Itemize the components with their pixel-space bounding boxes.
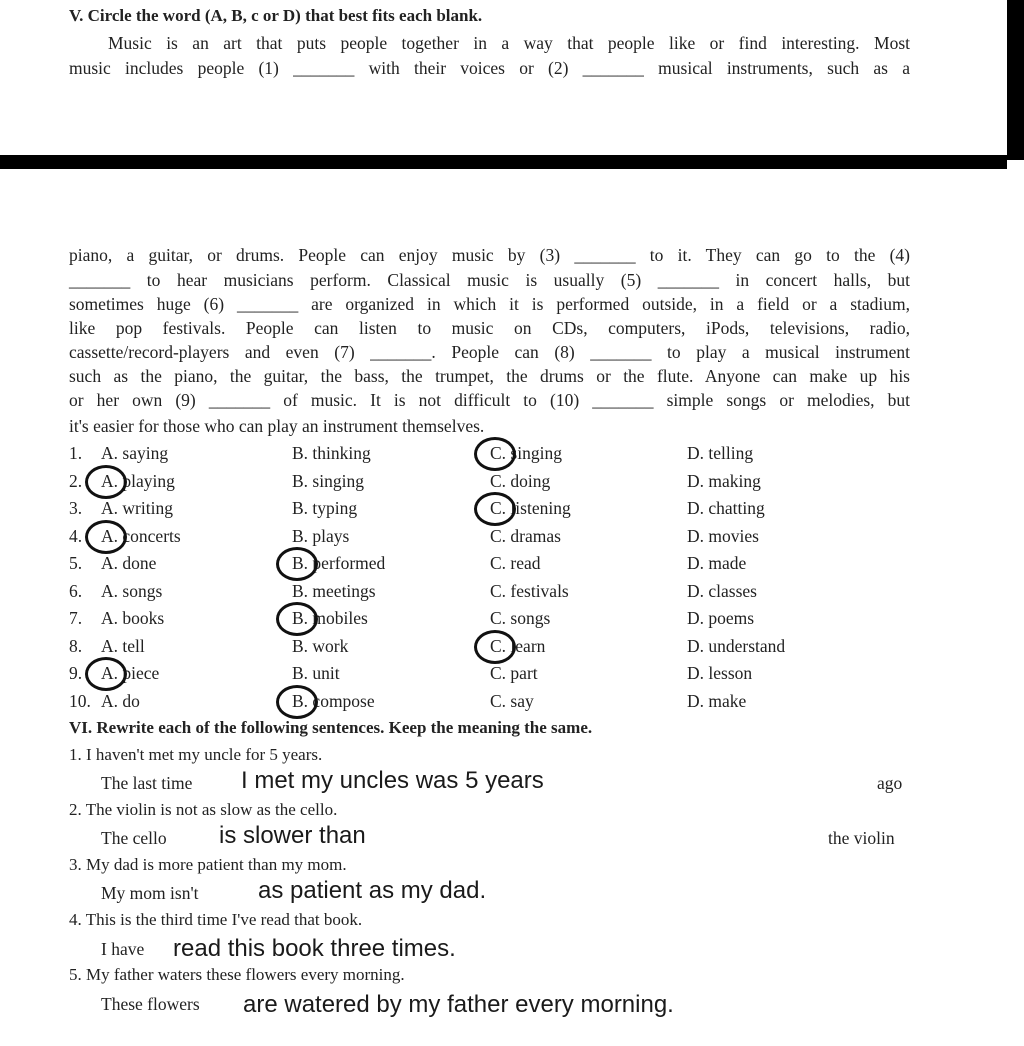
- option-d[interactable]: D. made: [687, 553, 747, 573]
- question-number: 7.: [69, 608, 83, 628]
- rewrite-prompt: 1. I haven't met my uncle for 5 years.: [69, 745, 323, 764]
- option-d[interactable]: D. movies: [687, 525, 759, 546]
- option-a[interactable]: A. books: [101, 608, 165, 628]
- option-b[interactable]: B. typing: [292, 498, 358, 518]
- option-b[interactable]: B. plays: [292, 525, 350, 546]
- rewrite-lead: The cello: [101, 828, 167, 848]
- rewrite-tail: the violin: [828, 828, 895, 848]
- passage-line: it's easier for those who can play an instrument themselves.: [69, 416, 485, 436]
- answer-circle-mark: [474, 437, 516, 471]
- option-a[interactable]: A. writing: [101, 498, 173, 518]
- passage-line: piano, a guitar, or drums. People can enjoy music by (3) _______ to it. They can go to the (4): [69, 245, 910, 265]
- question-number: 5.: [69, 553, 83, 573]
- rewrite-prompt: 5. My father waters these flowers every morning.: [69, 965, 405, 984]
- handwritten-answer[interactable]: read this book three times.: [173, 935, 456, 962]
- option-b[interactable]: B. compose: [292, 690, 375, 711]
- passage-line: _______ to hear musicians perform. Classical music is usually (5) _______ in concert halls, but: [69, 270, 910, 290]
- option-b[interactable]: B. meetings: [292, 580, 376, 601]
- option-d[interactable]: D. classes: [687, 580, 757, 601]
- question-number: 2.: [69, 470, 83, 491]
- section-vi-title: VI. Rewrite each of the following sentences. Keep the meaning the same.: [69, 718, 593, 737]
- rewrite-prompt: 4. This is the third time I've read that book.: [69, 910, 363, 929]
- option-b[interactable]: B. performed: [292, 553, 386, 573]
- rewrite-lead: The last time: [101, 773, 193, 793]
- page-separator-bar: [0, 155, 1007, 169]
- option-a[interactable]: A. done: [101, 553, 157, 573]
- option-d[interactable]: D. making: [687, 470, 761, 491]
- option-b[interactable]: B. mobiles: [292, 608, 368, 628]
- passage-line: like pop festivals. People can listen to music on CDs, computers, iPods, televisions, radio,: [69, 318, 910, 338]
- passage-line: such as the piano, the guitar, the bass, the trumpet, the drums or the flute. Anyone can make up his: [69, 366, 910, 386]
- answer-circle-mark: [276, 685, 318, 719]
- option-d[interactable]: D. poems: [687, 608, 755, 628]
- question-number: 10.: [69, 690, 91, 711]
- option-c[interactable]: C. festivals: [490, 580, 569, 601]
- passage-line: sometimes huge (6) _______ are organized in which it is performed outside, in a field or a stadium,: [69, 294, 910, 314]
- answer-circle-mark: [85, 657, 127, 691]
- option-d[interactable]: D. lesson: [687, 663, 753, 683]
- answer-circle-mark: [474, 630, 516, 664]
- question-number: 8.: [69, 635, 83, 656]
- handwritten-answer[interactable]: I met my uncles was 5 years: [241, 767, 544, 794]
- rewrite-lead: I have: [101, 939, 145, 959]
- option-c[interactable]: C. part: [490, 663, 538, 683]
- handwritten-answer[interactable]: are watered by my father every morning.: [243, 991, 674, 1018]
- answer-circle-mark: [474, 492, 516, 526]
- option-b[interactable]: B. unit: [292, 663, 340, 683]
- option-b[interactable]: B. thinking: [292, 443, 371, 463]
- rewrite-lead: My mom isn't: [101, 883, 199, 903]
- answer-circle-mark: [276, 547, 318, 581]
- answer-circle-mark: [85, 465, 127, 499]
- option-b[interactable]: B. singing: [292, 470, 364, 491]
- option-c[interactable]: C. say: [490, 690, 534, 711]
- answer-circle-mark: [85, 520, 127, 554]
- rewrite-prompt: 2. The violin is not as slow as the cello.: [69, 800, 338, 819]
- option-a[interactable]: A. do: [101, 690, 140, 711]
- option-c[interactable]: C. dramas: [490, 525, 561, 546]
- option-a[interactable]: A. saying: [101, 443, 169, 463]
- option-b[interactable]: B. work: [292, 635, 349, 656]
- option-d[interactable]: D. telling: [687, 443, 754, 463]
- passage-line: Music is an art that puts people together in a way that people like or find interesting. Most: [108, 33, 910, 53]
- option-d[interactable]: D. understand: [687, 635, 786, 656]
- option-c[interactable]: C. read: [490, 553, 541, 573]
- option-d[interactable]: D. chatting: [687, 498, 765, 518]
- answer-circle-mark: [276, 602, 318, 636]
- option-d[interactable]: D. make: [687, 690, 747, 711]
- rewrite-prompt: 3. My dad is more patient than my mom.: [69, 855, 347, 874]
- question-number: 3.: [69, 498, 83, 518]
- option-a[interactable]: A. playing: [101, 470, 175, 491]
- option-c[interactable]: C. listening: [490, 498, 571, 518]
- section-v-title: V. Circle the word (A, B, c or D) that best fits each blank.: [69, 6, 483, 25]
- question-number: 9.: [69, 663, 83, 683]
- option-a[interactable]: A. songs: [101, 580, 163, 601]
- question-number: 1.: [69, 443, 83, 463]
- handwritten-answer[interactable]: as patient as my dad.: [258, 877, 487, 904]
- option-a[interactable]: A. concerts: [101, 525, 181, 546]
- question-number: 4.: [69, 525, 83, 546]
- option-c[interactable]: C. doing: [490, 470, 551, 491]
- question-number: 6.: [69, 580, 83, 601]
- passage-line: or her own (9) _______ of music. It is not difficult to (10) _______ simple songs or melodies, but: [69, 390, 910, 410]
- option-a[interactable]: A. tell: [101, 635, 145, 656]
- option-c[interactable]: C. songs: [490, 608, 551, 628]
- option-a[interactable]: A. piece: [101, 663, 160, 683]
- right-edge-bar: [1007, 0, 1024, 160]
- passage-line: music includes people (1) _______ with their voices or (2) _______ musical instruments, such as a: [69, 58, 910, 78]
- passage-line: cassette/record-players and even (7) _______. People can (8) _______ to play a musical instrument: [69, 342, 910, 362]
- option-c[interactable]: C. singing: [490, 443, 562, 463]
- handwritten-answer[interactable]: is slower than: [219, 822, 366, 849]
- option-c[interactable]: C. learn: [490, 635, 546, 656]
- rewrite-tail: ago: [877, 773, 903, 793]
- rewrite-lead: These flowers: [101, 994, 200, 1014]
